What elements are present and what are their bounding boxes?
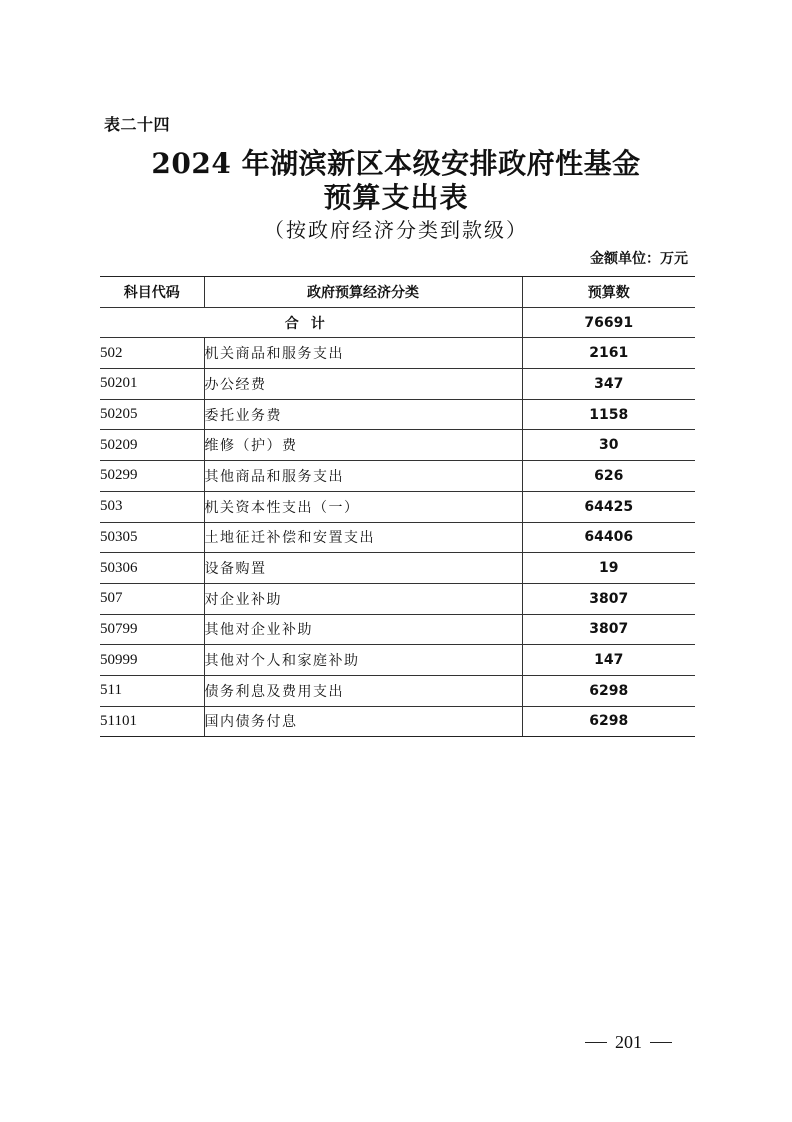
table-number: 表二十四 xyxy=(104,115,171,134)
row-code: 50305 xyxy=(100,522,204,553)
table-row xyxy=(100,338,695,369)
row-code: 50999 xyxy=(100,645,204,676)
row-amount: 64425 xyxy=(522,491,695,522)
document-subtitle: （按政府经济分类到款级） xyxy=(264,218,528,242)
row-code: 50209 xyxy=(100,430,204,461)
header-code: 科目代码 xyxy=(100,277,204,308)
row-category: 土地征迁补偿和安置支出 xyxy=(204,522,522,553)
row-amount: 626 xyxy=(522,461,695,492)
row-amount: 3807 xyxy=(522,583,695,614)
row-amount: 1158 xyxy=(522,399,695,430)
row-category: 其他对个人和家庭补助 xyxy=(204,645,522,676)
row-category: 机关资本性支出（一） xyxy=(204,491,522,522)
table-row xyxy=(100,522,695,553)
header-amount: 预算数 xyxy=(522,277,695,308)
row-amount: 64406 xyxy=(522,522,695,553)
row-amount: 3807 xyxy=(522,614,695,645)
row-category: 机关商品和服务支出 xyxy=(204,338,522,369)
header-category: 政府预算经济分类 xyxy=(204,277,522,308)
row-code: 50201 xyxy=(100,369,204,400)
row-code: 50205 xyxy=(100,399,204,430)
row-amount: 2161 xyxy=(522,338,695,369)
row-code: 507 xyxy=(100,583,204,614)
row-code: 503 xyxy=(100,491,204,522)
table-row xyxy=(100,430,695,461)
document-title-line-2: 预算支出表 xyxy=(323,181,469,214)
total-amount: 76691 xyxy=(522,307,695,338)
table-row xyxy=(100,461,695,492)
row-category: 对企业补助 xyxy=(204,583,522,614)
table-row xyxy=(100,645,695,676)
row-category: 委托业务费 xyxy=(204,399,522,430)
table-row xyxy=(100,706,695,737)
table-row xyxy=(100,369,695,400)
amount-unit-label: 金额单位：万元 xyxy=(590,251,688,267)
table-row xyxy=(100,553,695,584)
row-amount: 30 xyxy=(522,430,695,461)
row-code: 502 xyxy=(100,338,204,369)
dash-left xyxy=(585,1042,607,1043)
dash-right xyxy=(650,1042,672,1043)
table-row xyxy=(100,583,695,614)
row-category: 债务利息及费用支出 xyxy=(204,675,522,706)
total-row xyxy=(100,307,695,338)
table-row xyxy=(100,614,695,645)
row-category: 维修（护）费 xyxy=(204,430,522,461)
row-amount: 6298 xyxy=(522,675,695,706)
row-category: 设备购置 xyxy=(204,553,522,584)
row-category: 办公经费 xyxy=(204,369,522,400)
budget-expenditure-table xyxy=(100,276,695,737)
row-category: 其他商品和服务支出 xyxy=(204,461,522,492)
table-row xyxy=(100,491,695,522)
row-code: 50306 xyxy=(100,553,204,584)
row-amount: 6298 xyxy=(522,706,695,737)
row-amount: 347 xyxy=(522,369,695,400)
row-code: 50299 xyxy=(100,461,204,492)
total-label: 合计 xyxy=(100,307,522,338)
table-row xyxy=(100,399,695,430)
page-footer xyxy=(585,1032,672,1053)
page-number: 201 xyxy=(615,1032,642,1052)
table-row xyxy=(100,675,695,706)
row-code: 50799 xyxy=(100,614,204,645)
row-category: 国内债务付息 xyxy=(204,706,522,737)
document-title-line-1: 2024 年湖滨新区本级安排政府性基金 xyxy=(151,147,641,180)
row-amount: 147 xyxy=(522,645,695,676)
row-category: 其他对企业补助 xyxy=(204,614,522,645)
table-header-row xyxy=(100,277,695,308)
row-code: 51101 xyxy=(100,706,204,737)
row-amount: 19 xyxy=(522,553,695,584)
row-code: 511 xyxy=(100,675,204,706)
